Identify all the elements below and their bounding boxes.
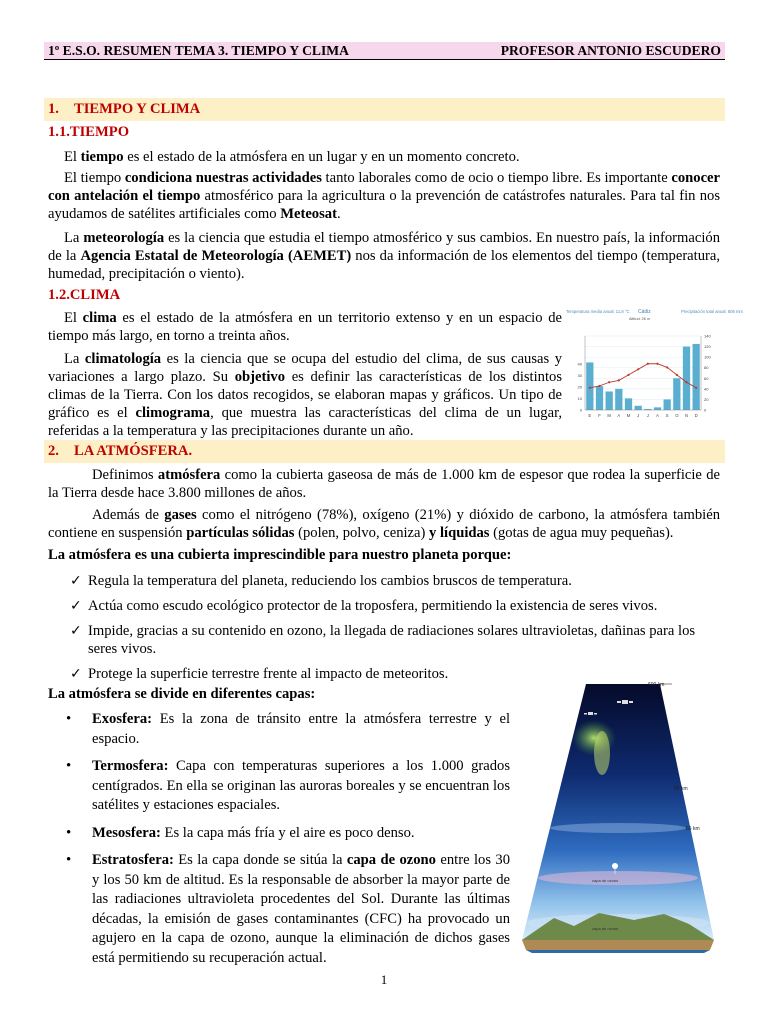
paragraph-meteorologia: La meteorología es la ciencia que estudia el tiempo atmosférico y sus cambios. En nuestro país, la información de la Agencia Estatal de Meteorología (AEMET) nos da información de los elementos del tiempo (temperatura, humedad, precipitación o viento). xyxy=(48,230,720,282)
list-item: • Termosfera: Capa con temperaturas superiores a los 1.000 grados centígrados. En ella se originan las auroras boreales y se encuentran los satélites y estaciones espaciales. xyxy=(66,758,510,813)
precip-bar xyxy=(586,362,593,410)
page-number: 1 xyxy=(380,972,388,987)
atmosphere-layers-illustration xyxy=(514,678,722,953)
section-2-heading xyxy=(44,440,725,463)
temp-point xyxy=(656,363,658,365)
section-title: LA ATMÓSFERA. xyxy=(74,443,193,459)
precip-bar xyxy=(596,386,603,410)
precip-bar xyxy=(615,389,622,410)
check-icon: ✓ xyxy=(70,573,82,589)
bullet-icon: • xyxy=(66,758,72,774)
left-tick-label: 10 xyxy=(577,396,582,402)
section-title: TIEMPO Y CLIMA xyxy=(74,101,201,117)
month-label: N xyxy=(684,413,689,418)
altitude-label-86: 86 km xyxy=(674,786,688,792)
month-label: A xyxy=(656,413,659,418)
list-item: ✓ Regula la temperatura del planeta, reduciendo los cambios bruscos de temperatura. xyxy=(70,573,572,589)
subsection-1-2-heading: 1.2.CLIMA xyxy=(48,287,121,303)
list-item: ✓ Actúa como escudo ecológico protector de la troposfera, permitiendo la existencia de seres vivos. xyxy=(70,598,658,614)
paragraph-tiempo-def: El tiempo es el estado de la atmósfera en un lugar y en un momento concreto. xyxy=(64,149,520,165)
bullet-icon: • xyxy=(66,824,72,841)
right-tick-label: 20 xyxy=(704,396,709,402)
climo-precip-label: Precipitación total anual: 506 mm xyxy=(681,309,743,314)
header-left: 1º E.S.O. RESUMEN TEMA 3. TIEMPO Y CLIMA xyxy=(48,43,349,58)
temp-point xyxy=(618,379,620,381)
precip-bar xyxy=(606,392,613,411)
precip-bar xyxy=(693,344,700,410)
month-label: S xyxy=(665,413,669,418)
temp-point xyxy=(666,366,668,368)
subsection-1-1-heading: 1.1.TIEMPO xyxy=(48,124,130,140)
altitude-label-600: 600 km xyxy=(648,682,665,688)
precip-bar xyxy=(654,407,661,410)
paragraph-imprescindible: La atmósfera es una cubierta imprescindible para nuestro planeta porque: xyxy=(48,547,512,563)
ozone-label-lower: capa de ozono xyxy=(592,926,619,931)
paragraph-tiempo-actividades: El tiempo condiciona nuestras actividades tanto laborales como de ocio o tiempo libre. Es importante conocer con antelación el tiempo atmosférico para la agricultura o la prevención de catástrofes naturales. Para tal fin nos ayudamos de satélites artificiales como Meteosat. xyxy=(48,170,720,222)
check-icon: ✓ xyxy=(70,666,82,682)
precip-bar xyxy=(683,347,690,410)
temp-point xyxy=(647,363,649,365)
temp-point xyxy=(695,387,697,389)
list-item: • Estratosfera: Es la capa donde se sitúa la capa de ozono entre los 30 y los 50 km de altitud. Es la responsable de absorber la mayor parte de las radiaciones ultravioleta procedentes del Sol. Durante las últimas décadas, la emisión de gases contaminantes (CFC) ha provocado un agujero en la capa de ozono, aunque la eliminación de dichos gases está permitiendo su recuperación actual. xyxy=(66,852,510,966)
month-label: D xyxy=(694,413,698,418)
page-header xyxy=(44,42,725,60)
section-1-heading xyxy=(44,98,725,121)
right-tick-label: 100 xyxy=(704,354,711,360)
bullet-icon: • xyxy=(66,711,72,727)
temp-point xyxy=(598,385,600,387)
list-item: • Mesosfera: Es la capa más fría y el aire es poco denso. xyxy=(48,824,510,844)
left-tick-label: 40 xyxy=(577,361,582,367)
climo-place: Cádiz xyxy=(638,309,651,315)
month-label: M xyxy=(607,413,611,418)
paragraph-climatologia: La climatología es la ciencia que se ocupa del estudio del clima, de sus causas y variaciones a largo plazo. Su objetivo es definir las características de los distintos climas de la Tierra. Con los datos recogidos, se elaboran mapas y gráficos. Un tipo de gráfico es el climograma, que muestra las características del clima de un lugar, referidas a la temperatura y las precipitaciones durante un año. xyxy=(48,351,562,439)
precip-bar xyxy=(664,399,671,410)
paragraph-gases: Además de gases como el nitrógeno (78%), oxígeno (21%) y dióxido de carbono, la atmósfera también contiene en suspensión partículas sólidas (polen, polvo, ceniza) y líquidas (gotas de agua muy pequeñas). xyxy=(48,507,720,541)
right-tick-label: 80 xyxy=(704,365,709,371)
month-label: A xyxy=(617,413,621,418)
month-label: J xyxy=(646,413,649,418)
list-item: • Exosfera: Es la zona de tránsito entre la atmósfera terrestre y el espacio. xyxy=(66,711,510,747)
section-number: 1. xyxy=(48,101,59,117)
temp-point xyxy=(637,368,639,370)
balloon-icon xyxy=(612,863,618,869)
month-label: E xyxy=(588,413,592,418)
right-tick-label: 120 xyxy=(704,344,711,350)
precip-bar xyxy=(625,398,632,410)
right-tick-label: 40 xyxy=(704,386,709,392)
paragraph-atmosfera-def: Definimos atmósfera como la cubierta gaseosa de más de 1.000 km de espesor que rodea la superficie de la Tierra desde hace 3.800 millones de años. xyxy=(48,467,720,501)
header-right: PROFESOR ANTONIO ESCUDERO xyxy=(500,43,721,58)
right-tick-label: 0 xyxy=(704,407,707,413)
section-number: 2. xyxy=(48,443,59,459)
temp-point xyxy=(589,387,591,389)
check-icon: ✓ xyxy=(70,598,82,614)
month-label: M xyxy=(626,413,631,418)
altitude-label-66: 66 km xyxy=(686,826,700,832)
temp-point xyxy=(608,381,610,383)
temp-point xyxy=(685,381,687,383)
paragraph-clima-def: El clima es el estado de la atmósfera en un territorio extenso y en un espacio de tiempo más largo, en torno a treinta años. xyxy=(48,310,562,344)
list-item: ✓ Protege la superficie terrestre frente al impacto de meteoritos. xyxy=(70,666,449,682)
left-tick-label: 20 xyxy=(577,384,582,390)
precip-bar xyxy=(635,406,642,410)
bullet-icon: • xyxy=(66,852,72,868)
paragraph-capas: La atmósfera se divide en diferentes capas: xyxy=(48,686,316,702)
left-tick-label: 30 xyxy=(577,373,582,379)
month-label: F xyxy=(598,413,601,418)
checklist xyxy=(48,572,720,690)
temp-point xyxy=(676,374,678,376)
month-label: O xyxy=(675,413,679,418)
ozone-label: capa de ozono xyxy=(592,878,619,883)
climo-altitude: Altitud: 26 m xyxy=(629,317,651,321)
precip-bar xyxy=(673,378,680,410)
layers-list xyxy=(48,710,510,976)
right-tick-label: 140 xyxy=(704,333,711,339)
month-label: J xyxy=(637,413,640,418)
climo-temp-label: Temperatura media anual: 11,8 °C xyxy=(566,309,630,314)
check-icon: ✓ xyxy=(70,623,82,639)
left-tick-label: 0 xyxy=(579,407,582,413)
climograma-chart xyxy=(563,306,743,424)
right-tick-label: 60 xyxy=(704,375,709,381)
temp-point xyxy=(627,374,629,376)
list-item: ✓ Impide, gracias a su contenido en ozono, la llegada de radiaciones solares ultravioletas, dañinas para los seres vivos. xyxy=(70,623,696,657)
